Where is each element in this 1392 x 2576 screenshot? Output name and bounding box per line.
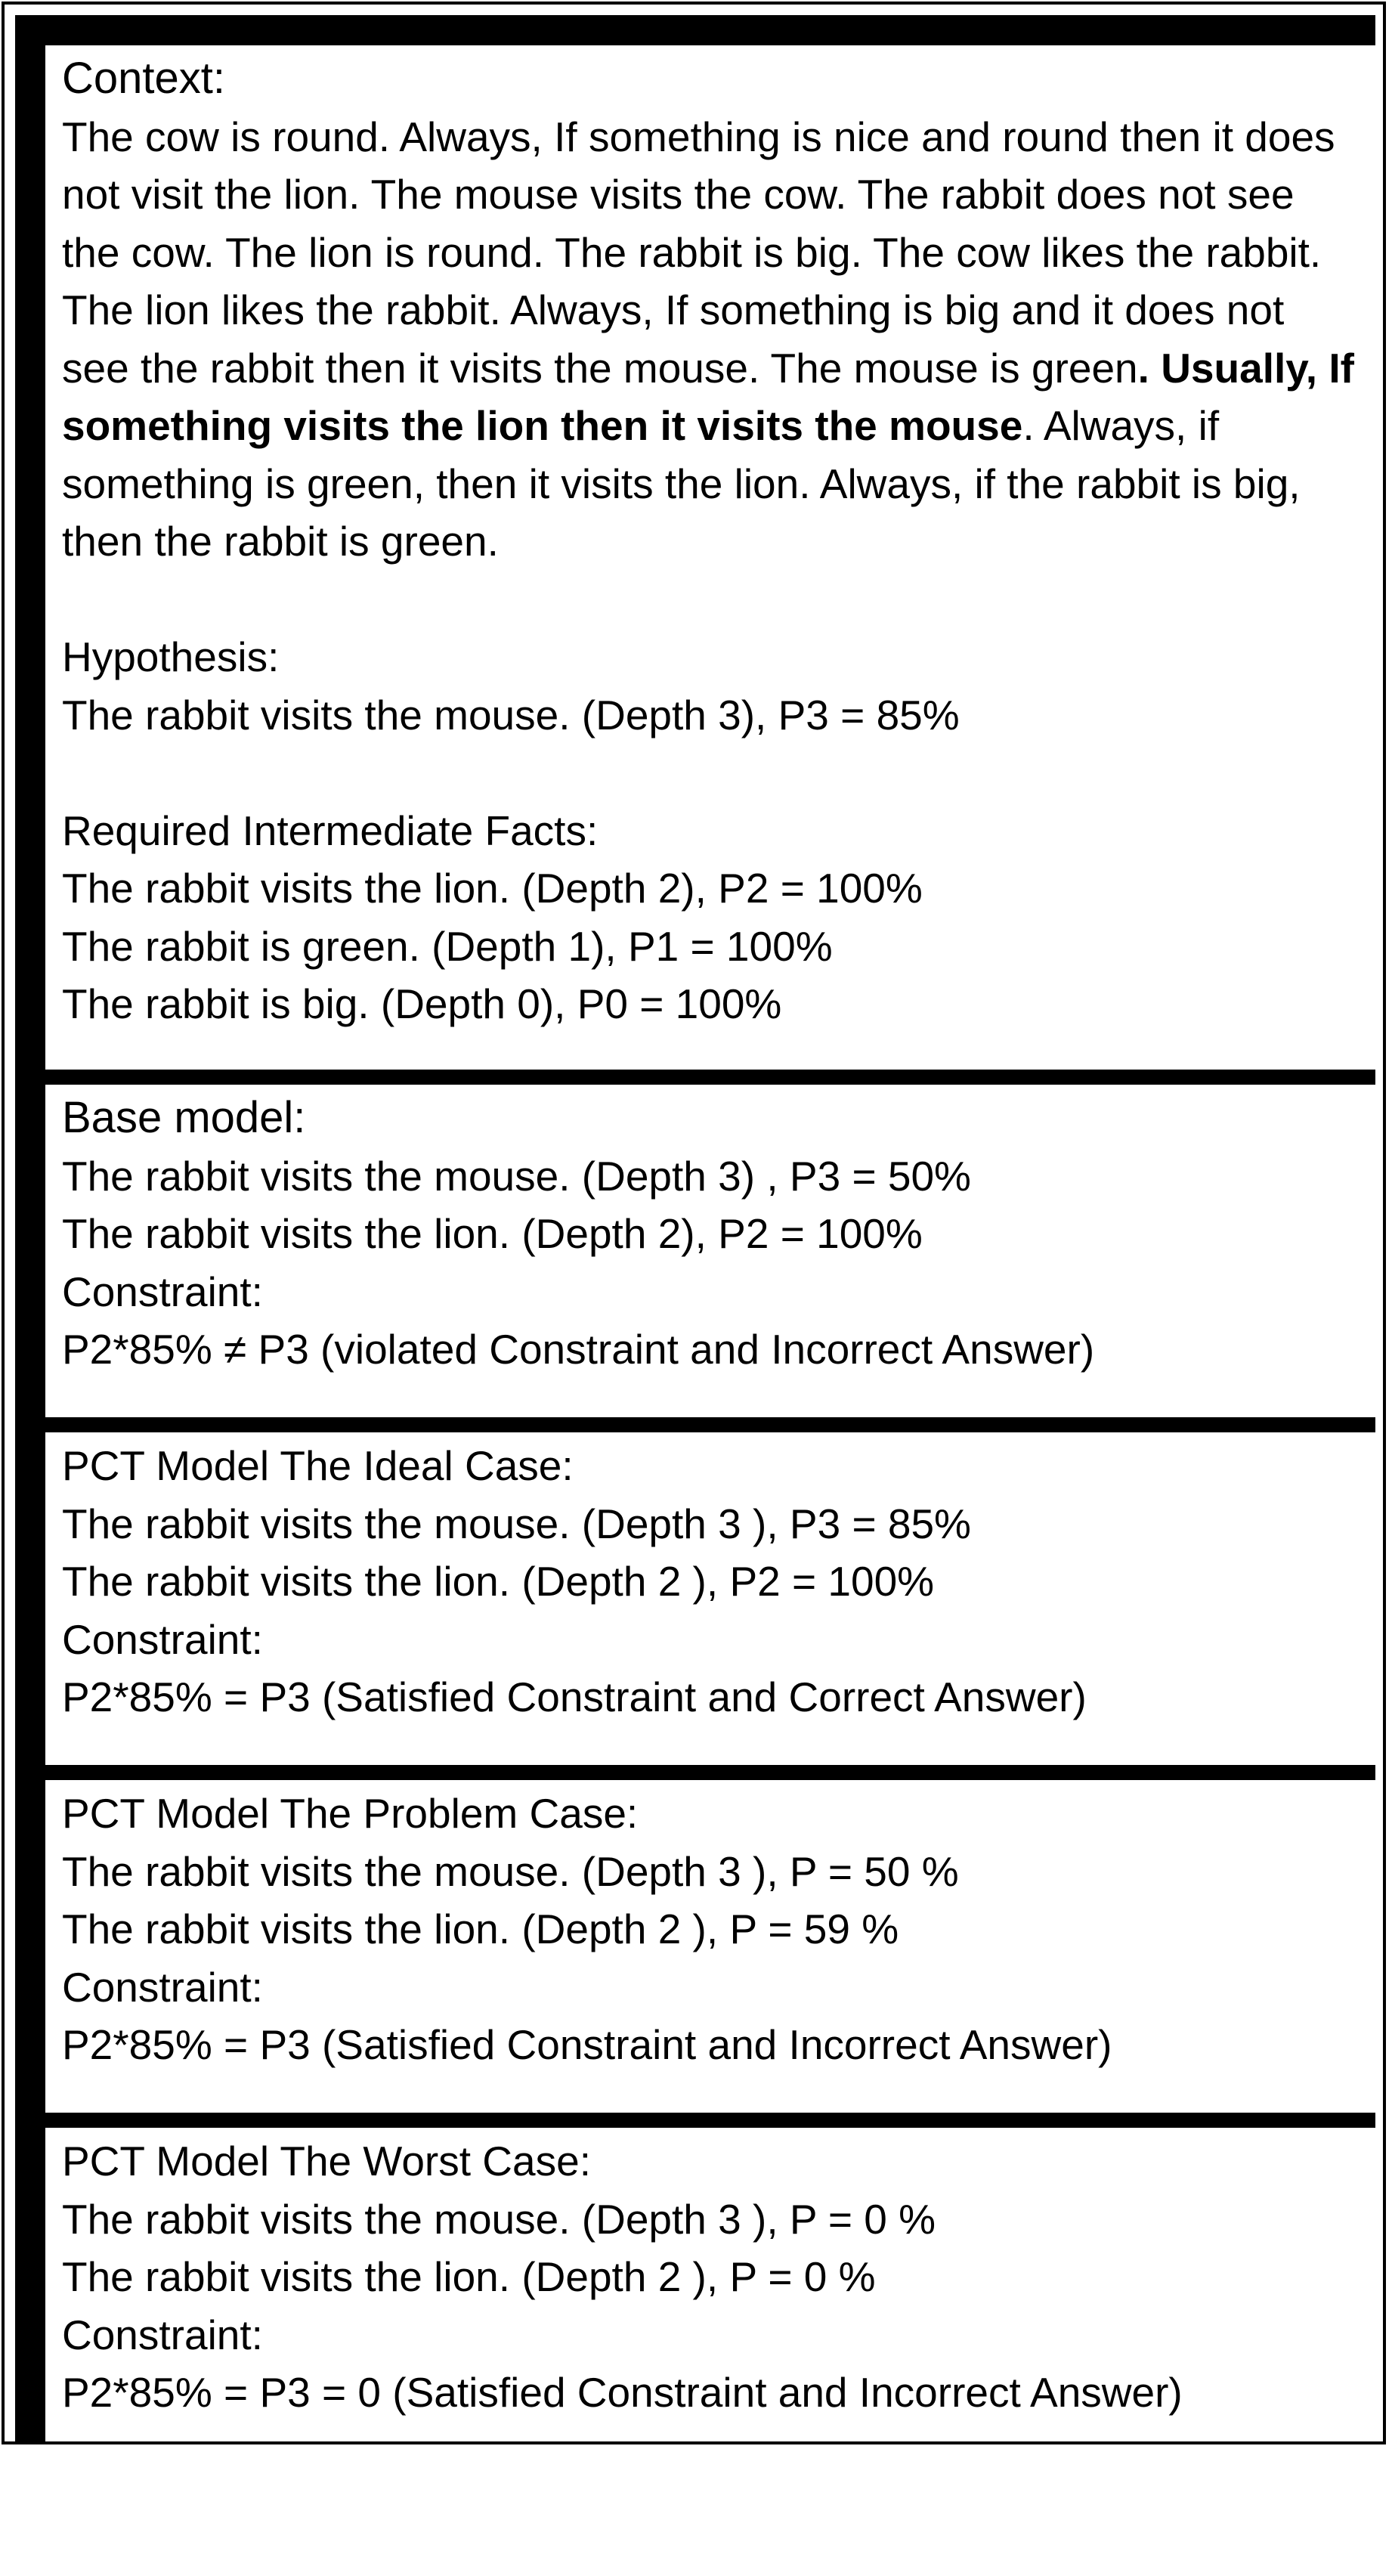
context-heading: Context: <box>62 54 225 103</box>
hypothesis-text: The rabbit visits the mouse. (Depth 3), P3 = 85% <box>62 691 960 738</box>
ideal-case-line: The rabbit visits the mouse. (Depth 3 ), P3 = 85% <box>62 1500 971 1547</box>
context-panel <box>45 45 1375 1070</box>
hypothesis-heading: Hypothesis: <box>62 633 280 680</box>
worst-case-line: P2*85% = P3 = 0 (Satisfied Constraint and Incorrect Answer) <box>62 2369 1183 2416</box>
base-model-line: The rabbit visits the mouse. (Depth 3) , P3 = 50% <box>62 1152 971 1200</box>
ideal-case-heading: PCT Model The Ideal Case: <box>62 1442 574 1489</box>
ideal-case-line: Constraint: <box>62 1615 263 1663</box>
context-paragraph <box>62 108 1359 571</box>
fact-line: The rabbit is big. (Depth 0), P0 = 100% <box>62 980 782 1027</box>
ideal-case-panel <box>45 1432 1375 1765</box>
problem-case-panel <box>45 1780 1375 2113</box>
facts-heading: Required Intermediate Facts: <box>62 807 599 854</box>
ideal-case-line: P2*85% = P3 (Satisfied Constraint and Correct Answer) <box>62 1673 1087 1720</box>
context-bold-rule: . Usually, If something visits the lion then it visits the mouse <box>62 344 1354 449</box>
context-text: The cow is round. Always, If something is nice and round then it does not visit the lion. The mouse visits the cow. The rabbit does not see the cow. The lion is round. The rabbit is big. The cow likes the rabbit. The lion likes the rabbit. Always, If something is big and it does not see the rabbit then it visits the mouse. The mouse is green <box>62 113 1335 392</box>
problem-case-heading: PCT Model The Problem Case: <box>62 1790 639 1837</box>
fact-line: The rabbit is green. (Depth 1), P1 = 100% <box>62 922 833 970</box>
problem-case-line: Constraint: <box>62 1963 263 2011</box>
ideal-case-line: The rabbit visits the lion. (Depth 2 ), P2 = 100% <box>62 1558 935 1605</box>
problem-case-line: The rabbit visits the mouse. (Depth 3 ), P = 50 % <box>62 1847 959 1895</box>
problem-case-line: P2*85% = P3 (Satisfied Constraint and Incorrect Answer) <box>62 2021 1112 2068</box>
base-model-line: Constraint: <box>62 1268 263 1315</box>
base-model-heading: Base model: <box>62 1093 306 1142</box>
base-model-line: The rabbit visits the lion. (Depth 2), P2 = 100% <box>62 1210 923 1257</box>
context-text-end: . Always, if something is green, then it visits the lion. Always, if the rabbit is big, then the rabbit is green. <box>62 402 1301 565</box>
problem-case-line: The rabbit visits the lion. (Depth 2 ), P = 59 % <box>62 1906 899 1952</box>
diagram-frame <box>15 15 1375 2441</box>
worst-case-panel <box>45 2128 1375 2441</box>
base-model-line: P2*85% ≠ P3 (violated Constraint and Incorrect Answer) <box>62 1326 1095 1373</box>
spacer <box>62 571 1359 629</box>
spacer <box>62 744 1359 802</box>
worst-case-line: The rabbit visits the mouse. (Depth 3 ), P = 0 % <box>62 2195 936 2243</box>
fact-line: The rabbit visits the lion. (Depth 2), P2 = 100% <box>62 865 923 912</box>
worst-case-line: The rabbit visits the lion. (Depth 2 ), P = 0 % <box>62 2253 876 2300</box>
worst-case-line: Constraint: <box>62 2311 263 2358</box>
worst-case-heading: PCT Model The Worst Case: <box>62 2138 591 2184</box>
base-model-panel <box>45 1085 1375 1417</box>
